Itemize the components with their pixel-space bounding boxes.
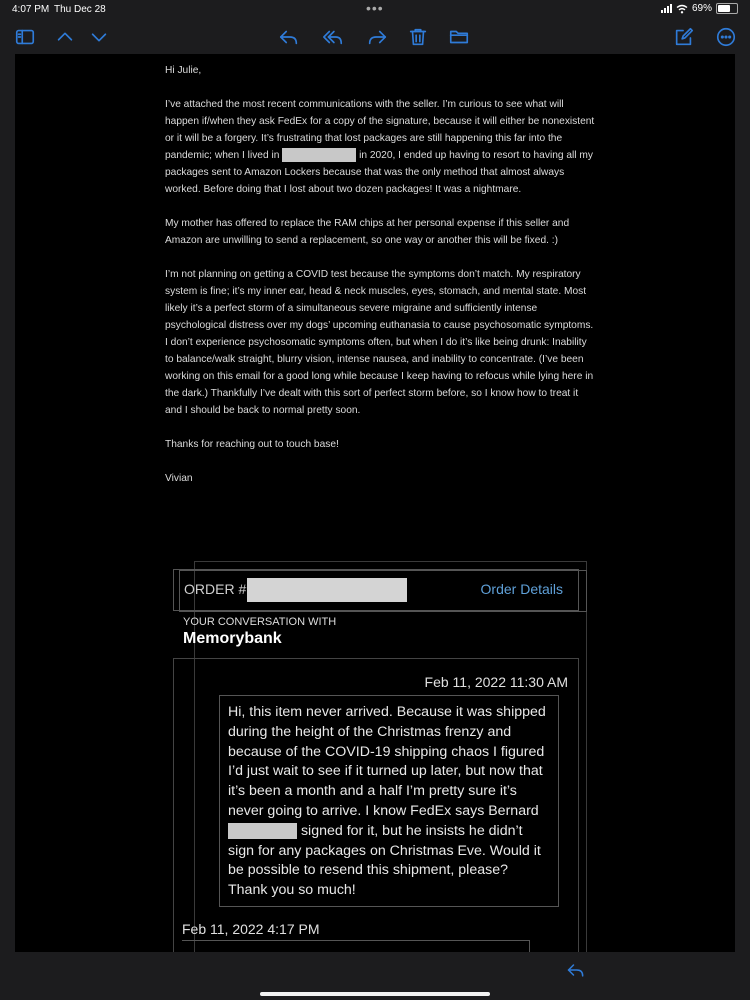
order-header-row [173, 569, 579, 611]
sidebar-icon[interactable] [12, 24, 38, 50]
paragraph-1 [165, 96, 595, 198]
reply-all-icon[interactable] [320, 24, 346, 50]
multitasking-dots-icon[interactable]: ••• [366, 0, 384, 16]
compose-icon[interactable] [671, 24, 697, 50]
mail-toolbar [0, 20, 750, 54]
paragraph-4: Thanks for reaching out to touch base! [165, 439, 339, 450]
bottom-bar [0, 952, 750, 1000]
paragraph-1-b: in 2020, I ended up having to resort to having all my packages sent to Amazon Lockers because that was the only method that almost always worked. Before doing that I lost about two dozen packages! It was a nightmare. [165, 150, 593, 195]
chevron-up-icon[interactable] [52, 24, 78, 50]
email-body [165, 62, 595, 504]
paragraph-2: My mother has offered to replace the RAM chips at her personal expense if this seller and Amazon are unwilling to send a replacement, so one way or another this will be fixed. :) [165, 218, 570, 246]
message-1-timestamp: Feb 11, 2022 11:30 AM [424, 674, 568, 690]
reply-icon[interactable] [276, 24, 302, 50]
order-details-link[interactable]: Order Details [480, 581, 563, 597]
status-time: 4:07 PM [12, 4, 50, 15]
wifi-icon [676, 4, 688, 14]
signature: Vivian [165, 473, 193, 484]
battery-percent: 69% [691, 3, 712, 14]
redaction-block [282, 148, 356, 162]
order-number-label: ORDER # [184, 581, 247, 597]
status-date: Thu Dec 28 [54, 4, 106, 15]
more-icon[interactable] [713, 24, 739, 50]
trash-icon[interactable] [405, 24, 431, 50]
paragraph-1-a: I’ve attached the most recent communications with the seller. I’m curious to see what will happen if/when they ask FedEx for a copy of the signature, because it will either be nonexistent or it will be a forgery. It’s frustrating that lost packages are still happening this far into the pandemic; when I lived in [165, 99, 595, 161]
message-thread [173, 658, 579, 960]
message-1-bubble [219, 695, 559, 907]
message-1-text-a: Hi, this item never arrived. Because it was shipped during the height of the Christmas frenzy and because of the COVID-19 shipping chaos I figured I’d just wait to see if it turned up later, but now that it’s been a month and a half I’m pretty sure it’s never going to arrive. I know FedEx says Bernard [228, 704, 546, 819]
chevron-down-icon[interactable] [86, 24, 112, 50]
folder-icon[interactable] [446, 24, 472, 50]
conversation-label: YOUR CONVERSATION WITH [183, 616, 337, 628]
status-right [661, 3, 738, 14]
message-redaction [228, 823, 297, 839]
order-number-redaction [247, 578, 407, 602]
forward-icon[interactable] [364, 24, 390, 50]
cellular-signal-icon [661, 4, 672, 13]
paragraph-3: I’m not planning on getting a COVID test because the symptoms don’t match. My respiratory system is fine; it’s my inner ear, head & neck muscles, eyes, stomach, and mental state. Most likely it’s a perfect storm of a simultaneous severe migraine and sufficiently intense psychological distress over my dogs’ upcoming euthanasia to cause psychosomatic symptoms. I don’t experience psychosomatic symptoms often, but when I do it’s like being drunk: Inability to balance/walk straight, blurry vision, intense nausea, and inability to concentrate. (I’ve been working on this email for a good long while because I keep having to refocus while lying here in the dark.) Thankfully I’ve dealt with this sort of perfect storm before, so I know how to treat it and I should be back to normal pretty soon. [165, 269, 594, 416]
message-1-text-b: signed for it, but he insists he didn’t sign for any packages on Christmas Eve. Would it be possible to resend this shipment, please? Thank you so much! [228, 822, 541, 899]
message-2-timestamp: Feb 11, 2022 4:17 PM [182, 921, 320, 937]
status-bar [0, 0, 750, 20]
greeting: Hi Julie, [165, 65, 202, 76]
seller-name: Memorybank [183, 630, 282, 647]
battery-icon [716, 3, 738, 14]
home-indicator[interactable] [260, 992, 490, 996]
reply-icon[interactable] [566, 960, 586, 980]
